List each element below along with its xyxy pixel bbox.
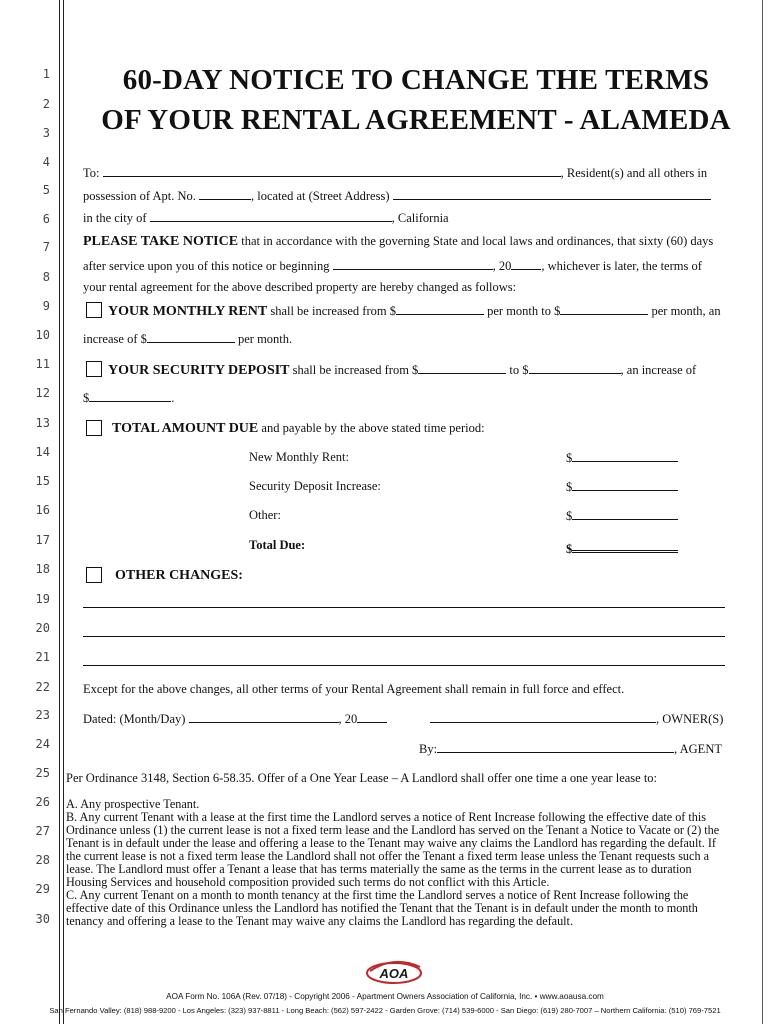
line-number: 5 (42, 183, 50, 197)
line-number: 14 (35, 445, 50, 459)
line-number: 28 (35, 853, 50, 867)
new-monthly-rent-label: New Monthly Rent: (249, 450, 349, 464)
to-label: To: (83, 166, 100, 180)
dated-label: Dated: (Month/Day) (83, 712, 186, 726)
line-number: 21 (35, 650, 50, 664)
line-number: 7 (42, 240, 50, 254)
page-title-line-1: 60-DAY NOTICE TO CHANGE THE TERMS (122, 64, 710, 96)
owner-row (430, 711, 723, 727)
deposit-increase-label: Security Deposit Increase: (249, 479, 381, 493)
owner-label: , OWNER(S) (656, 712, 724, 726)
deposit-heading: YOUR SECURITY DEPOSIT (108, 363, 290, 378)
apt-field[interactable] (199, 188, 251, 200)
line-number: 16 (35, 503, 50, 517)
rent-per-month-label: per month. (237, 332, 293, 346)
line-number: 29 (35, 882, 50, 896)
begin-date-field[interactable] (333, 258, 493, 270)
dollar-sign: $ (566, 451, 573, 465)
rent-row-2 (83, 331, 292, 347)
dated-year-field[interactable] (357, 711, 387, 723)
other-label: Other: (249, 508, 281, 522)
begin-year-field[interactable] (511, 258, 541, 270)
total-due-field[interactable] (566, 538, 678, 557)
deposit-row-2 (83, 390, 174, 406)
deposit-period: . (171, 391, 175, 405)
rent-checkbox[interactable] (86, 302, 102, 318)
possession-row (83, 188, 711, 204)
other-field[interactable] (566, 508, 678, 524)
line-number: 27 (35, 824, 50, 838)
notice-text-1: that in accordance with the governing State and local laws and ordinances, that sixty (60) days (241, 234, 714, 248)
ordinance-items (66, 798, 731, 928)
line-number: 9 (42, 299, 50, 313)
other-changes-line-1[interactable] (83, 607, 725, 608)
except-text: Except for the above changes, all other terms of your Rental Agreement shall remain in full force and effect. (83, 682, 625, 696)
ordinance-item-c: C. Any current Tenant on a month to month tenancy at the first time the Landlord serves a notice of Rent Increase following the effective date of this Ordinance unless the Landlord has notified the Tenant that the Tenant is in default under the month to month tenancy and offering a lease to the Tenant may waive any claims the Landlord has regarding the default. (66, 888, 698, 928)
city-row (83, 210, 449, 226)
street-label: , located at (Street Address) (250, 189, 390, 203)
left-margin-rule (59, 0, 60, 1024)
line-number: 26 (35, 795, 50, 809)
line-number: 25 (35, 766, 50, 780)
to-row (83, 165, 707, 181)
rent-increase-field[interactable] (147, 331, 235, 343)
page-title-line-2: OF YOUR RENTAL AGREEMENT - ALAMEDA (101, 104, 731, 136)
city-label: in the city of (83, 211, 147, 225)
line-number: 15 (35, 474, 50, 488)
line-number: 17 (35, 533, 50, 547)
deposit-dollar-label: $ (83, 391, 90, 405)
aoa-logo (364, 959, 424, 985)
deposit-from-field[interactable] (418, 362, 506, 374)
left-margin-rule-inner (63, 0, 64, 1024)
ordinance-item-b: B. Any current Tenant with a lease at the first time the Landlord serves a notice of Rent Increase following the effective date of this Ordinance unless (1) the current lease is not a fixed term lease and the Landlord has served on the Tenant a Notice to Vacate or (2) the Tenant is in default under the lease and offering a lease to the Tenant may waive any claims the Landlord has regarding the default. If the current lease is not a fixed term lease the Landlord shall not offer the Tenant a fixed term lease unless the Tenant requests such a lease. The Landlord must offer a Tenant a lease that has terms materially the same as the terms in the current lease as to duration Housing Services and household composition provided such terms do not conflict with this Article. (66, 810, 720, 889)
rent-to-field[interactable] (560, 303, 648, 315)
owner-signature-field[interactable] (430, 711, 656, 723)
line-number: 18 (35, 562, 50, 576)
other-changes-heading: OTHER CHANGES: (115, 568, 243, 583)
notice-text-2c: , whichever is later, the terms of (541, 259, 702, 273)
by-label: By: (419, 742, 438, 756)
rent-from-field[interactable] (396, 303, 484, 315)
line-number: 4 (42, 155, 50, 169)
line-number: 12 (35, 386, 50, 400)
agent-label: , AGENT (674, 742, 722, 756)
deposit-increase-total-field[interactable] (566, 479, 678, 495)
to-field[interactable] (103, 165, 561, 177)
line-number: 19 (35, 592, 50, 606)
right-margin-rule (762, 0, 763, 1024)
dated-year-label: , 20 (338, 712, 358, 726)
footer-line-1: AOA Form No. 106A (Rev. 07/18) - Copyright 2006 - Apartment Owners Association of California, Inc. • www.aoausa.com (166, 992, 604, 1001)
apt-label: possession of Apt. No. (83, 189, 196, 203)
notice-line-1 (83, 234, 713, 250)
line-number: 24 (35, 737, 50, 751)
line-number: 2 (42, 97, 50, 111)
city-field[interactable] (150, 210, 392, 222)
line-number: 20 (35, 621, 50, 635)
rent-increase-label: increase of $ (83, 332, 147, 346)
rent-row (108, 303, 721, 320)
street-field[interactable] (393, 188, 711, 200)
deposit-checkbox[interactable] (86, 361, 102, 377)
state-label: , California (391, 211, 449, 225)
dollar-sign: $ (566, 542, 573, 556)
dated-field[interactable] (189, 711, 339, 723)
footer-line-2: San Fernando Valley: (818) 988-9200 - Los Angeles: (323) 937-8811 - Long Beach: (562) 597-2422 - Garden Grove: (714) 539-6000 - San Diego: (619) 280-7007 – Northern California: (510) 769-7521 (49, 1006, 721, 1015)
notice-text-2a: after service upon you of this notice or beginning (83, 259, 330, 273)
total-heading: TOTAL AMOUNT DUE (112, 421, 259, 436)
deposit-row (108, 362, 696, 379)
rent-text-c: per month, an (651, 304, 721, 318)
total-checkbox[interactable] (86, 420, 102, 436)
dated-row (83, 711, 387, 727)
line-number: 11 (35, 357, 50, 371)
deposit-text-c: , an increase of (620, 363, 697, 377)
total-row (112, 421, 485, 437)
rent-text-a: shall be increased from $ (270, 304, 396, 318)
total-text: and payable by the above stated time period: (261, 421, 485, 435)
line-number: 1 (42, 67, 50, 81)
new-monthly-rent-field[interactable] (566, 450, 678, 466)
logo-text: AOA (379, 966, 409, 981)
line-number: 8 (42, 270, 50, 284)
ordinance-item-a: A. Any prospective Tenant. (66, 797, 200, 811)
deposit-to-field[interactable] (529, 362, 621, 374)
total-due-label: Total Due: (249, 538, 306, 552)
notice-line-3: your rental agreement for the above described property are hereby changed as follows: (83, 280, 517, 294)
deposit-increase-field[interactable] (89, 390, 171, 402)
agent-signature-field[interactable] (437, 741, 674, 753)
other-changes-line-3[interactable] (83, 665, 725, 666)
line-number: 6 (42, 212, 50, 226)
line-number: 22 (35, 680, 50, 694)
ordinance-intro: Per Ordinance 3148, Section 6-58.35. Offer of a One Year Lease – A Landlord shall offer one time a one year lease to: (66, 771, 658, 785)
notice-text-2b: , 20 (492, 259, 512, 273)
line-number: 13 (35, 416, 50, 430)
rent-heading: YOUR MONTHLY RENT (108, 304, 268, 319)
line-number: 23 (35, 708, 50, 722)
deposit-text-a: shall be increased from $ (292, 363, 419, 377)
other-changes-checkbox[interactable] (86, 567, 102, 583)
resident-label: , Resident(s) and all others in (560, 166, 708, 180)
line-number: 3 (42, 126, 50, 140)
notice-line-2 (83, 258, 702, 274)
other-changes-line-2[interactable] (83, 636, 725, 637)
rent-text-b: per month to $ (487, 304, 561, 318)
line-number: 30 (35, 912, 50, 926)
deposit-text-b: to $ (509, 363, 529, 377)
notice-heading: PLEASE TAKE NOTICE (83, 234, 239, 249)
line-number: 10 (35, 328, 50, 342)
dollar-sign: $ (566, 480, 573, 494)
agent-row (419, 741, 722, 757)
dollar-sign: $ (566, 509, 573, 523)
